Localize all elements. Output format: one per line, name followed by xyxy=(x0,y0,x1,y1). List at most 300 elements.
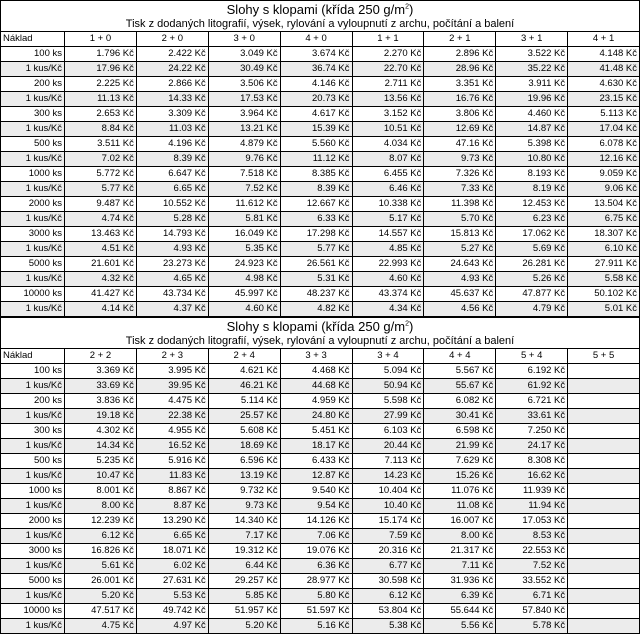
price-cell: 9.73 Kč xyxy=(424,152,496,167)
price-cell: 8.39 Kč xyxy=(136,152,208,167)
price-cell: 17.062 Kč xyxy=(496,227,568,242)
price-cell: 23.273 Kč xyxy=(136,257,208,272)
price-cell: 7.52 Kč xyxy=(208,182,280,197)
price-cell: 5.598 Kč xyxy=(352,394,424,409)
table-row xyxy=(1,409,640,424)
price-cell: 3.049 Kč xyxy=(208,47,280,62)
price-cell: 12.453 Kč xyxy=(496,197,568,212)
price-cell: 15.813 Kč xyxy=(424,227,496,242)
price-cell: 5.608 Kč xyxy=(208,424,280,439)
quantity-cell: 1 kus/Kč xyxy=(1,379,65,394)
price-cell: 17.053 Kč xyxy=(496,514,568,529)
price-cell: 20.316 Kč xyxy=(352,544,424,559)
price-cell: 5.567 Kč xyxy=(424,364,496,379)
price-cell: 26.281 Kč xyxy=(496,257,568,272)
price-cell: 4.75 Kč xyxy=(65,619,137,634)
price-cell: 6.02 Kč xyxy=(136,559,208,574)
price-cell: 4.148 Kč xyxy=(568,47,640,62)
price-cell: 53.804 Kč xyxy=(352,604,424,619)
price-cell: 5.35 Kč xyxy=(208,242,280,257)
price-cell: 2.653 Kč xyxy=(65,107,137,122)
price-cell: 14.34 Kč xyxy=(65,439,137,454)
quantity-cell: 1 kus/Kč xyxy=(1,152,65,167)
table-row xyxy=(1,122,640,137)
table-row xyxy=(1,454,640,469)
column-header: 3 + 3 xyxy=(280,349,352,364)
table-row xyxy=(1,469,640,484)
price-cell: 18.69 Kč xyxy=(208,439,280,454)
price-cell: 5.916 Kč xyxy=(136,454,208,469)
price-cell: 14.557 Kč xyxy=(352,227,424,242)
column-header: 2 + 4 xyxy=(208,349,280,364)
table-row xyxy=(1,514,640,529)
price-cell: 16.52 Kč xyxy=(136,439,208,454)
price-cell: 5.69 Kč xyxy=(496,242,568,257)
price-cell: 4.34 Kč xyxy=(352,302,424,317)
column-header: 4 + 4 xyxy=(424,349,496,364)
table-row xyxy=(1,574,640,589)
price-cell: 24.22 Kč xyxy=(136,62,208,77)
price-cell: 4.621 Kč xyxy=(208,364,280,379)
price-cell: 4.51 Kč xyxy=(65,242,137,257)
quantity-cell: 1 kus/Kč xyxy=(1,559,65,574)
quantity-cell: 1 kus/Kč xyxy=(1,272,65,287)
price-cell: 11.83 Kč xyxy=(136,469,208,484)
price-cell: 13.19 Kč xyxy=(208,469,280,484)
price-cell: 5.01 Kč xyxy=(568,302,640,317)
price-cell: 7.52 Kč xyxy=(496,559,568,574)
price-cell: 7.06 Kč xyxy=(280,529,352,544)
table-row xyxy=(1,544,640,559)
price-section-2 xyxy=(0,317,640,634)
price-cell: 41.427 Kč xyxy=(65,287,137,302)
price-cell: 8.84 Kč xyxy=(65,122,137,137)
table-row xyxy=(1,62,640,77)
price-cell: 5.53 Kč xyxy=(136,589,208,604)
price-cell: 6.36 Kč xyxy=(280,559,352,574)
price-cell: 36.74 Kč xyxy=(280,62,352,77)
price-cell: 8.00 Kč xyxy=(65,499,137,514)
quantity-cell: 500 ks xyxy=(1,454,65,469)
price-cell: 4.302 Kč xyxy=(65,424,137,439)
price-cell: 47.517 Kč xyxy=(65,604,137,619)
price-cell: 3.911 Kč xyxy=(496,77,568,92)
quantity-cell: 100 ks xyxy=(1,47,65,62)
column-header-naklad: Náklad xyxy=(1,349,65,364)
price-cell: 2.270 Kč xyxy=(352,47,424,62)
quantity-cell: 1 kus/Kč xyxy=(1,302,65,317)
price-cell: 4.97 Kč xyxy=(136,619,208,634)
quantity-cell: 200 ks xyxy=(1,77,65,92)
price-cell: 4.60 Kč xyxy=(352,272,424,287)
price-cell: 30.49 Kč xyxy=(208,62,280,77)
price-cell: 24.80 Kč xyxy=(280,409,352,424)
table-row xyxy=(1,589,640,604)
price-cell: 4.79 Kč xyxy=(496,302,568,317)
quantity-cell: 1 kus/Kč xyxy=(1,62,65,77)
price-cell: 6.75 Kč xyxy=(568,212,640,227)
quantity-cell: 2000 ks xyxy=(1,514,65,529)
quantity-cell: 200 ks xyxy=(1,394,65,409)
price-cell: 22.38 Kč xyxy=(136,409,208,424)
column-header: 3 + 0 xyxy=(208,32,280,47)
table-row xyxy=(1,167,640,182)
price-cell: 7.326 Kč xyxy=(424,167,496,182)
price-cell: 27.631 Kč xyxy=(136,574,208,589)
price-cell: 5.26 Kč xyxy=(496,272,568,287)
price-cell: 4.146 Kč xyxy=(280,77,352,92)
price-cell: 5.772 Kč xyxy=(65,167,137,182)
price-cell: 11.12 Kč xyxy=(280,152,352,167)
price-cell: 47.16 Kč xyxy=(424,137,496,152)
price-cell xyxy=(568,514,640,529)
price-cell: 16.826 Kč xyxy=(65,544,137,559)
table-row xyxy=(1,394,640,409)
price-cell: 55.67 Kč xyxy=(424,379,496,394)
table-row xyxy=(1,182,640,197)
price-cell: 51.957 Kč xyxy=(208,604,280,619)
price-cell: 6.65 Kč xyxy=(136,529,208,544)
price-cell: 6.71 Kč xyxy=(496,589,568,604)
column-header: 2 + 0 xyxy=(136,32,208,47)
table-row xyxy=(1,484,640,499)
section-subtitle: Tisk z dodaných litografií, výsek, rylování a vyloupnutí z archu, počítání a balení xyxy=(0,18,640,31)
price-cell: 7.17 Kč xyxy=(208,529,280,544)
price-cell: 5.78 Kč xyxy=(496,619,568,634)
price-cell: 28.977 Kč xyxy=(280,574,352,589)
price-cell: 33.552 Kč xyxy=(496,574,568,589)
table-row xyxy=(1,499,640,514)
quantity-cell: 1 kus/Kč xyxy=(1,589,65,604)
price-cell: 5.451 Kč xyxy=(280,424,352,439)
price-cell: 17.53 Kč xyxy=(208,92,280,107)
price-cell: 5.27 Kč xyxy=(424,242,496,257)
price-cell: 5.16 Kč xyxy=(280,619,352,634)
price-cell: 5.17 Kč xyxy=(352,212,424,227)
quantity-cell: 1 kus/Kč xyxy=(1,499,65,514)
price-cell: 57.840 Kč xyxy=(496,604,568,619)
price-cell: 5.58 Kč xyxy=(568,272,640,287)
price-cell: 10.51 Kč xyxy=(352,122,424,137)
price-cell: 4.98 Kč xyxy=(208,272,280,287)
price-cell xyxy=(568,484,640,499)
table-row xyxy=(1,364,640,379)
price-cell: 21.601 Kč xyxy=(65,257,137,272)
price-cell: 6.46 Kč xyxy=(352,182,424,197)
price-cell: 17.04 Kč xyxy=(568,122,640,137)
price-cell: 43.734 Kč xyxy=(136,287,208,302)
price-cell xyxy=(568,439,640,454)
price-cell: 45.637 Kč xyxy=(424,287,496,302)
price-cell: 4.93 Kč xyxy=(136,242,208,257)
title-superscript: 2 xyxy=(405,3,410,11)
quantity-cell: 1 kus/Kč xyxy=(1,182,65,197)
price-cell: 14.793 Kč xyxy=(136,227,208,242)
table-row xyxy=(1,439,640,454)
price-cell: 3.511 Kč xyxy=(65,137,137,152)
price-cell: 5.20 Kč xyxy=(208,619,280,634)
price-cell: 14.87 Kč xyxy=(496,122,568,137)
price-cell: 10.80 Kč xyxy=(496,152,568,167)
column-header: 5 + 4 xyxy=(496,349,568,364)
price-cell xyxy=(568,604,640,619)
price-cell: 16.007 Kč xyxy=(424,514,496,529)
price-cell xyxy=(568,394,640,409)
price-cell: 10.40 Kč xyxy=(352,499,424,514)
price-cell: 27.911 Kč xyxy=(568,257,640,272)
price-cell: 3.522 Kč xyxy=(496,47,568,62)
price-cell: 6.596 Kč xyxy=(208,454,280,469)
price-cell: 6.192 Kč xyxy=(496,364,568,379)
column-header: 2 + 1 xyxy=(424,32,496,47)
price-cell: 12.69 Kč xyxy=(424,122,496,137)
price-cell xyxy=(568,379,640,394)
price-cell: 45.997 Kč xyxy=(208,287,280,302)
price-cell: 4.034 Kč xyxy=(352,137,424,152)
price-cell: 15.26 Kč xyxy=(424,469,496,484)
price-cell xyxy=(568,454,640,469)
quantity-cell: 1 kus/Kč xyxy=(1,409,65,424)
price-cell: 6.598 Kč xyxy=(424,424,496,439)
price-cell: 5.235 Kč xyxy=(65,454,137,469)
price-cell: 4.617 Kč xyxy=(280,107,352,122)
price-cell: 4.82 Kč xyxy=(280,302,352,317)
price-cell: 4.959 Kč xyxy=(280,394,352,409)
price-cell: 8.385 Kč xyxy=(280,167,352,182)
price-cell: 12.667 Kč xyxy=(280,197,352,212)
price-cell: 33.69 Kč xyxy=(65,379,137,394)
title-superscript: 2 xyxy=(405,320,410,328)
price-cell: 5.31 Kč xyxy=(280,272,352,287)
price-cell: 10.404 Kč xyxy=(352,484,424,499)
price-cell: 15.39 Kč xyxy=(280,122,352,137)
price-cell: 2.866 Kč xyxy=(136,77,208,92)
table-row xyxy=(1,242,640,257)
price-cell: 4.85 Kč xyxy=(352,242,424,257)
price-cell xyxy=(568,544,640,559)
price-cell: 11.398 Kč xyxy=(424,197,496,212)
title-text: Slohy s klopami (křída 250 g/m xyxy=(226,319,406,334)
table-row xyxy=(1,107,640,122)
quantity-cell: 1000 ks xyxy=(1,484,65,499)
price-cell: 7.02 Kč xyxy=(65,152,137,167)
table-row xyxy=(1,212,640,227)
price-cell: 22.70 Kč xyxy=(352,62,424,77)
price-cell: 17.298 Kč xyxy=(280,227,352,242)
price-cell xyxy=(568,424,640,439)
price-cell: 11.612 Kč xyxy=(208,197,280,212)
price-cell: 14.126 Kč xyxy=(280,514,352,529)
price-cell xyxy=(568,409,640,424)
quantity-cell: 10000 ks xyxy=(1,604,65,619)
price-cell: 23.15 Kč xyxy=(568,92,640,107)
price-cell: 26.001 Kč xyxy=(65,574,137,589)
price-cell xyxy=(568,619,640,634)
table-row xyxy=(1,197,640,212)
price-cell xyxy=(568,559,640,574)
quantity-cell: 3000 ks xyxy=(1,544,65,559)
price-cell: 49.742 Kč xyxy=(136,604,208,619)
quantity-cell: 1000 ks xyxy=(1,167,65,182)
price-cell: 5.398 Kč xyxy=(496,137,568,152)
price-cell: 20.44 Kč xyxy=(352,439,424,454)
price-cell: 5.38 Kč xyxy=(352,619,424,634)
price-cell: 33.61 Kč xyxy=(496,409,568,424)
table-row xyxy=(1,529,640,544)
quantity-cell: 1 kus/Kč xyxy=(1,92,65,107)
price-cell: 2.225 Kč xyxy=(65,77,137,92)
price-cell: 5.094 Kč xyxy=(352,364,424,379)
table-row xyxy=(1,227,640,242)
price-cell: 2.711 Kč xyxy=(352,77,424,92)
price-cell: 8.193 Kč xyxy=(496,167,568,182)
price-cell: 16.76 Kč xyxy=(424,92,496,107)
price-cell: 21.317 Kč xyxy=(424,544,496,559)
table-row xyxy=(1,424,640,439)
table-row xyxy=(1,604,640,619)
section-title xyxy=(0,317,640,335)
section-subtitle: Tisk z dodaných litografií, výsek, rylování a vyloupnutí z archu, počítání a balení xyxy=(0,335,640,348)
price-cell: 41.48 Kč xyxy=(568,62,640,77)
price-cell: 8.07 Kč xyxy=(352,152,424,167)
price-cell: 7.113 Kč xyxy=(352,454,424,469)
quantity-cell: 1 kus/Kč xyxy=(1,469,65,484)
price-cell: 6.455 Kč xyxy=(352,167,424,182)
table-row xyxy=(1,77,640,92)
price-cell: 3.369 Kč xyxy=(65,364,137,379)
price-cell: 2.422 Kč xyxy=(136,47,208,62)
price-cell: 13.21 Kč xyxy=(208,122,280,137)
price-cell: 6.082 Kč xyxy=(424,394,496,409)
price-cell: 6.721 Kč xyxy=(496,394,568,409)
price-cell: 8.87 Kč xyxy=(136,499,208,514)
quantity-cell: 300 ks xyxy=(1,107,65,122)
price-cell: 16.62 Kč xyxy=(496,469,568,484)
price-cell: 10.47 Kč xyxy=(65,469,137,484)
price-cell: 12.87 Kč xyxy=(280,469,352,484)
column-header: 1 + 0 xyxy=(65,32,137,47)
quantity-cell: 1 kus/Kč xyxy=(1,212,65,227)
price-cell: 9.06 Kč xyxy=(568,182,640,197)
price-cell: 11.94 Kč xyxy=(496,499,568,514)
price-cell: 6.39 Kč xyxy=(424,589,496,604)
title-suffix: ) xyxy=(409,319,414,334)
price-cell: 3.806 Kč xyxy=(424,107,496,122)
price-cell: 18.17 Kč xyxy=(280,439,352,454)
price-cell: 3.836 Kč xyxy=(65,394,137,409)
table-row xyxy=(1,137,640,152)
quantity-cell: 5000 ks xyxy=(1,257,65,272)
column-header: 2 + 2 xyxy=(65,349,137,364)
price-cell: 6.65 Kč xyxy=(136,182,208,197)
quantity-cell: 10000 ks xyxy=(1,287,65,302)
price-cell: 13.290 Kč xyxy=(136,514,208,529)
price-cell: 6.078 Kč xyxy=(568,137,640,152)
column-header: 3 + 1 xyxy=(496,32,568,47)
price-cell: 3.351 Kč xyxy=(424,77,496,92)
price-cell: 13.504 Kč xyxy=(568,197,640,212)
price-cell: 7.250 Kč xyxy=(496,424,568,439)
column-header: 5 + 5 xyxy=(568,349,640,364)
quantity-cell: 1 kus/Kč xyxy=(1,619,65,634)
price-cell: 14.23 Kč xyxy=(352,469,424,484)
price-cell: 30.41 Kč xyxy=(424,409,496,424)
price-cell: 13.56 Kč xyxy=(352,92,424,107)
quantity-cell: 300 ks xyxy=(1,424,65,439)
price-cell: 50.94 Kč xyxy=(352,379,424,394)
price-cell: 5.77 Kč xyxy=(65,182,137,197)
price-cell: 7.518 Kč xyxy=(208,167,280,182)
table-row xyxy=(1,559,640,574)
table-row xyxy=(1,92,640,107)
table-row xyxy=(1,302,640,317)
price-cell: 8.39 Kč xyxy=(280,182,352,197)
title-suffix: ) xyxy=(409,2,414,17)
price-cell: 55.644 Kč xyxy=(424,604,496,619)
price-cell: 3.995 Kč xyxy=(136,364,208,379)
price-cell: 8.001 Kč xyxy=(65,484,137,499)
price-cell: 5.113 Kč xyxy=(568,107,640,122)
price-cell: 11.08 Kč xyxy=(424,499,496,514)
table-row xyxy=(1,152,640,167)
price-cell: 44.68 Kč xyxy=(280,379,352,394)
price-cell: 5.114 Kč xyxy=(208,394,280,409)
price-cell: 5.56 Kč xyxy=(424,619,496,634)
header-row xyxy=(1,32,640,47)
quantity-cell: 100 ks xyxy=(1,364,65,379)
price-cell: 19.076 Kč xyxy=(280,544,352,559)
price-cell: 14.33 Kč xyxy=(136,92,208,107)
quantity-cell: 2000 ks xyxy=(1,197,65,212)
quantity-cell: 1 kus/Kč xyxy=(1,242,65,257)
price-cell: 9.73 Kč xyxy=(208,499,280,514)
price-cell: 4.468 Kč xyxy=(280,364,352,379)
price-cell: 5.61 Kč xyxy=(65,559,137,574)
price-cell: 3.152 Kč xyxy=(352,107,424,122)
price-cell: 8.308 Kč xyxy=(496,454,568,469)
table-row xyxy=(1,47,640,62)
table-row xyxy=(1,272,640,287)
quantity-cell: 1 kus/Kč xyxy=(1,529,65,544)
price-cell: 19.96 Kč xyxy=(496,92,568,107)
quantity-cell: 500 ks xyxy=(1,137,65,152)
price-cell: 27.99 Kč xyxy=(352,409,424,424)
price-cell: 6.33 Kč xyxy=(280,212,352,227)
price-cell: 5.80 Kč xyxy=(280,589,352,604)
price-cell: 5.20 Kč xyxy=(65,589,137,604)
price-cell: 4.65 Kč xyxy=(136,272,208,287)
price-cell: 6.44 Kč xyxy=(208,559,280,574)
price-cell: 29.257 Kč xyxy=(208,574,280,589)
table-row xyxy=(1,619,640,634)
price-cell xyxy=(568,574,640,589)
price-cell: 4.37 Kč xyxy=(136,302,208,317)
table-row xyxy=(1,287,640,302)
price-cell: 8.19 Kč xyxy=(496,182,568,197)
price-cell: 11.076 Kč xyxy=(424,484,496,499)
column-header: 1 + 1 xyxy=(352,32,424,47)
price-cell: 4.60 Kč xyxy=(208,302,280,317)
price-cell: 8.00 Kč xyxy=(424,529,496,544)
section-title xyxy=(0,0,640,18)
price-cell: 7.629 Kč xyxy=(424,454,496,469)
price-table xyxy=(0,348,640,634)
price-cell: 22.993 Kč xyxy=(352,257,424,272)
price-cell: 12.16 Kč xyxy=(568,152,640,167)
price-cell: 10.552 Kč xyxy=(136,197,208,212)
price-cell: 19.18 Kč xyxy=(65,409,137,424)
price-cell: 7.11 Kč xyxy=(424,559,496,574)
